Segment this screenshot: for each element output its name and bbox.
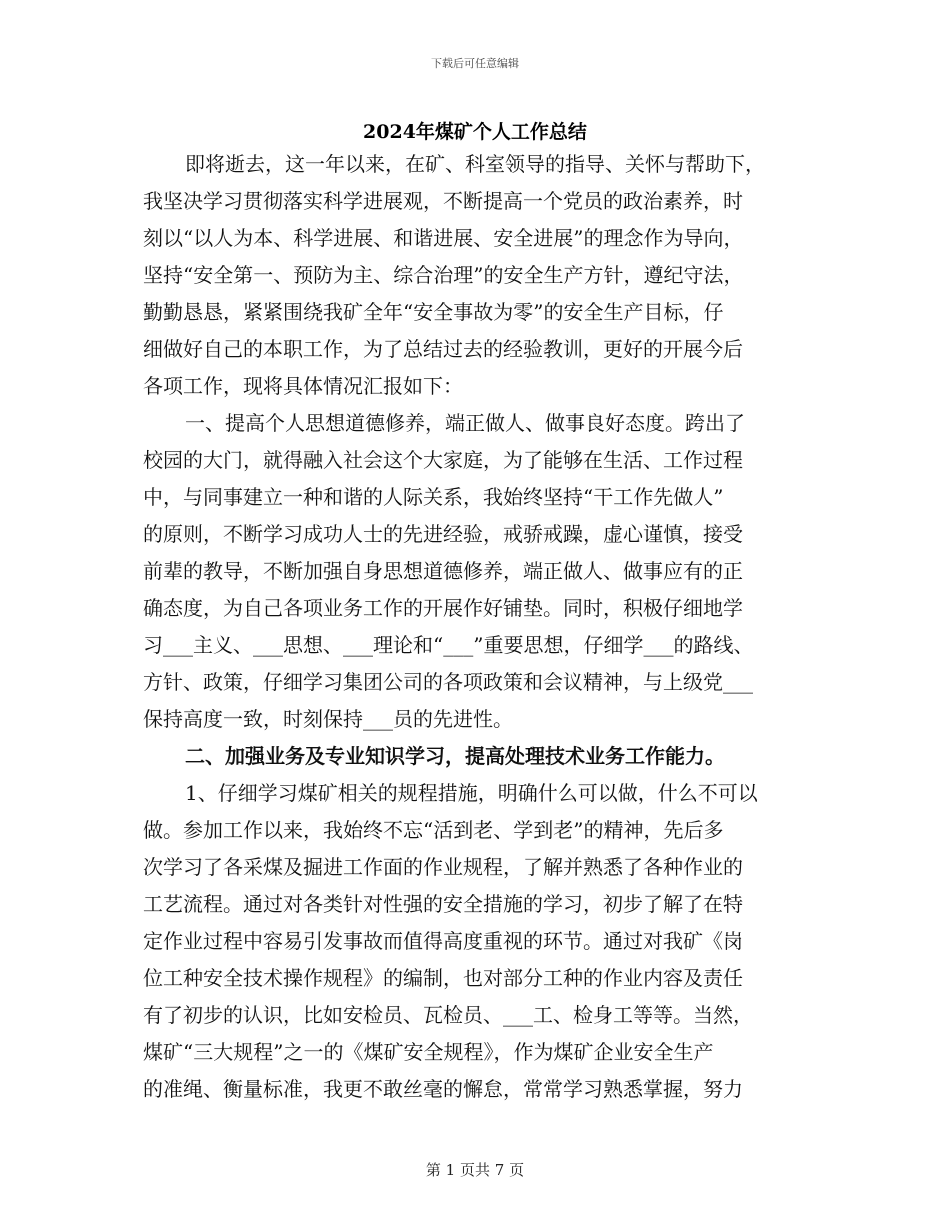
- body-line: 坚持“安全第一、预防为主、综合治理”的安全生产方针，遵纪守法，: [143, 263, 744, 287]
- body-line: 即将逝去，这一年以来，在矿、科室领导的指导、关怀与帮助下，: [185, 152, 765, 176]
- header-note: 下载后可任意编辑: [431, 57, 519, 70]
- body-line: 确态度，为自己各项业务工作的开展作好铺垫。同时，积极仔细地学: [143, 596, 743, 620]
- body-line: 方针、政策，仔细学习集团公司的各项政策和会议精神，与上级党___: [143, 670, 753, 694]
- body-line: 校园的大门，就得融入社会这个大家庭，为了能够在生活、工作过程: [143, 448, 743, 472]
- body-line: 有了初步的认识，比如安检员、瓦检员、___工、检身工等等。当然，: [143, 1003, 753, 1027]
- body-line: 勤勤恳恳，紧紧围绕我矿全年“安全事故为零”的安全生产目标，仔: [143, 300, 724, 324]
- section-heading: 二、加强业务及专业知识学习，提高处理技术业务工作能力。: [185, 744, 725, 768]
- body-line: 的原则，不断学习成功人士的先进经验，戒骄戒躁，虚心谨慎，接受: [143, 522, 743, 546]
- body-line: 刻以“以人为本、科学进展、和谐进展、安全进展”的理念作为导向，: [143, 226, 744, 250]
- body-line: 工艺流程。通过对各类针对性强的安全措施的学习，初步了解了在特: [143, 892, 743, 916]
- body-line: 保持高度一致，时刻保持___员的先进性。: [143, 707, 513, 731]
- body-line: 习___主义、___思想、___理论和“___”重要思想，仔细学___的路线、: [143, 633, 754, 657]
- body-line: 前辈的教导，不断加强自身思想道德修养，端正做人、做事应有的正: [143, 559, 743, 583]
- body-line: 位工种安全技术操作规程》的编制，也对部分工种的作业内容及责任: [143, 966, 743, 990]
- body-line: 次学习了各采煤及掘进工作面的作业规程，了解并熟悉了各种作业的: [143, 855, 743, 879]
- body-line: 定作业过程中容易引发事故而值得高度重视的环节。通过对我矿《岗: [143, 929, 743, 953]
- body-line: 我坚决学习贯彻落实科学进展观，不断提高一个党员的政治素养，时: [143, 189, 743, 213]
- body-line: 细做好自己的本职工作，为了总结过去的经验教训，更好的开展今后: [143, 337, 743, 361]
- body-line: 做。参加工作以来，我始终不忘“活到老、学到老”的精神，先后多: [143, 818, 724, 842]
- body-line: 各项工作，现将具体情况汇报如下：: [143, 374, 463, 398]
- body-line: 1、仔细学习煤矿相关的规程措施，明确什么可以做，什么不可以: [185, 781, 758, 805]
- body-line: 中，与同事建立一种和谐的人际关系，我始终坚持“干工作先做人”: [143, 485, 724, 509]
- document-title: 2024年煤矿个人工作总结: [363, 121, 587, 143]
- body-line: 煤矿“三大规程”之一的《煤矿安全规程》，作为煤矿企业安全生产: [143, 1040, 714, 1064]
- body-line: 的准绳、衡量标准，我更不敢丝毫的懈怠，常常学习熟悉掌握，努力: [143, 1077, 743, 1101]
- section-heading-line: 一、提高个人思想道德修养，端正做人、做事良好态度。跨出了: [185, 411, 745, 435]
- page-footer: 第 1 页共 7 页: [425, 1161, 525, 1179]
